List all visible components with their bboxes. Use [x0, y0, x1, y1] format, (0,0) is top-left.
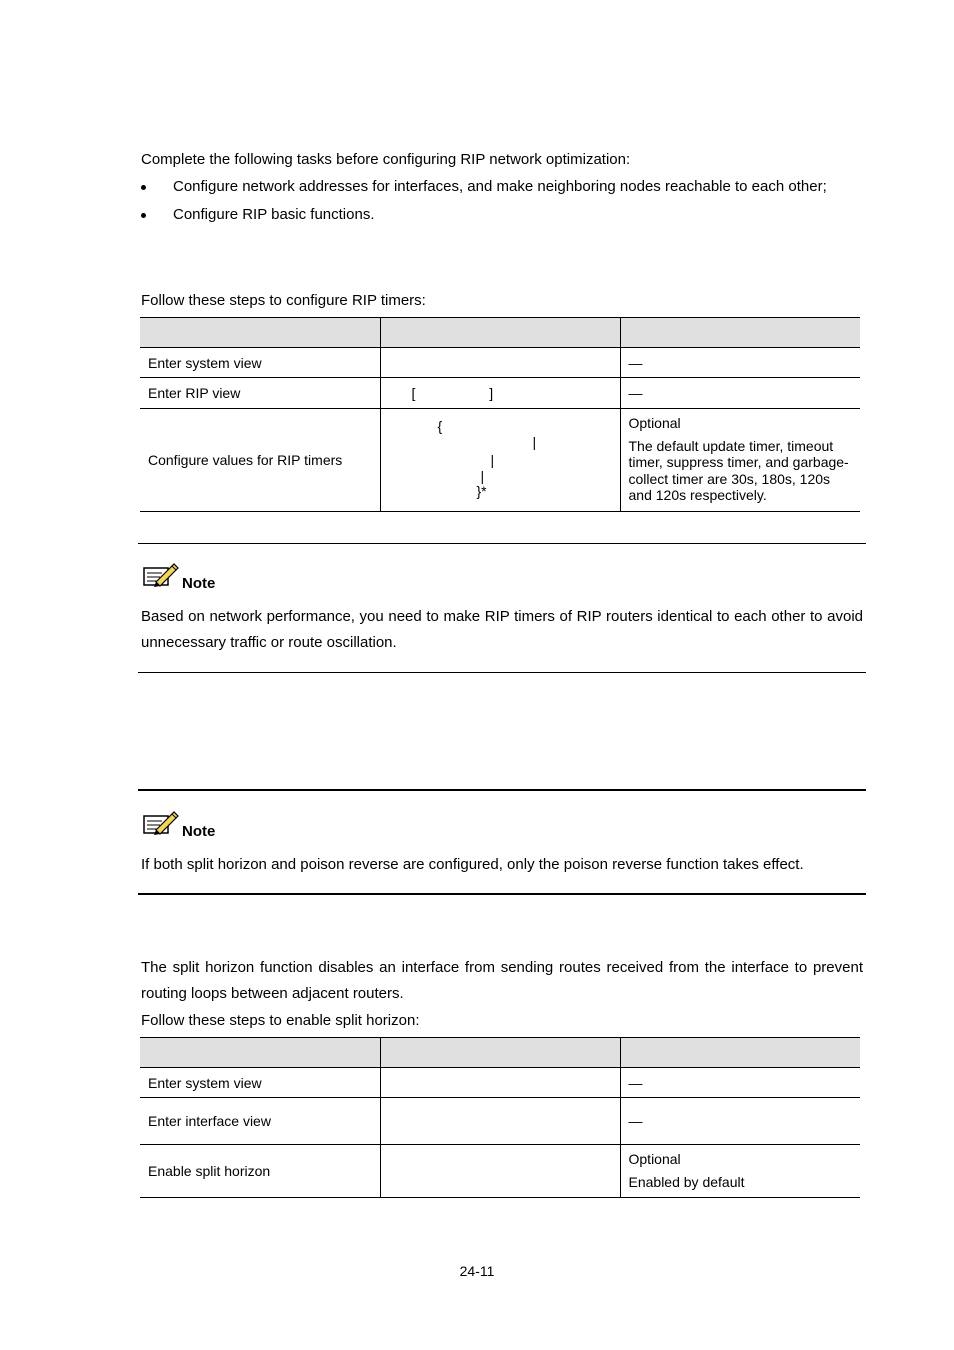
note-label: Note — [182, 823, 216, 840]
remarks-optional: Optional — [628, 1151, 681, 1167]
step-cell: Configure values for RIP timers — [140, 409, 380, 512]
step-cell: Enable split horizon — [140, 1145, 380, 1198]
command-token: { — [437, 418, 443, 434]
command-token: | — [480, 468, 485, 484]
header-cell-remarks — [620, 318, 860, 348]
note-bottom-rule — [138, 672, 866, 673]
table-row — [140, 348, 860, 378]
command-cell — [380, 348, 620, 378]
prereq-bullet: Configure network addresses for interfaces, and make neighboring nodes reachable to each other; — [173, 178, 827, 195]
note-bottom-rule — [138, 893, 866, 895]
table-row — [140, 1098, 860, 1145]
header-cell-command — [380, 1038, 620, 1068]
remarks-optional: Optional — [628, 415, 681, 431]
prereq-bullet: Configure RIP basic functions. — [173, 206, 375, 223]
step-cell: Enter system view — [140, 1068, 380, 1098]
note-top-rule — [138, 543, 866, 544]
note-text: If both split horizon and poison reverse are configured, only the poison reverse function takes effect. — [141, 856, 804, 873]
remarks-cell — [620, 409, 860, 512]
command-cell — [380, 409, 620, 512]
command-cell — [380, 1068, 620, 1098]
remarks-detail: Enabled by default — [628, 1174, 745, 1190]
step-cell: Enter interface view — [140, 1098, 380, 1145]
table-row — [140, 1068, 860, 1098]
table-row — [140, 378, 860, 409]
header-cell-step — [140, 1038, 380, 1068]
note-pencil-icon — [142, 560, 180, 588]
table-row — [140, 1145, 860, 1198]
remarks-cell: — — [620, 378, 860, 409]
split-horizon-intro: Follow these steps to enable split horizon: — [141, 1012, 420, 1029]
note-text: Based on network performance, you need to make RIP timers of RIP routers identical to each other to avoid unnecessary traffic or route oscillation. — [141, 608, 863, 651]
note-top-rule — [138, 789, 866, 791]
timers-table — [140, 317, 860, 512]
bullet-icon — [141, 213, 146, 218]
remarks-cell — [620, 1145, 860, 1198]
command-token: }* — [476, 483, 487, 499]
command-cell: [ ] — [380, 378, 620, 409]
note-label: Note — [182, 575, 216, 592]
timers-intro: Follow these steps to configure RIP timers: — [141, 292, 426, 309]
step-cell: Enter RIP view — [140, 378, 380, 409]
step-cell: Enter system view — [140, 348, 380, 378]
remarks-cell: — — [620, 1068, 860, 1098]
command-cell — [380, 1145, 620, 1198]
note-pencil-icon — [142, 808, 180, 836]
command-token: | — [490, 452, 495, 468]
header-cell-command — [380, 318, 620, 348]
command-token: | — [532, 434, 537, 450]
table-row — [140, 409, 860, 512]
split-horizon-table — [140, 1037, 860, 1198]
remarks-cell: — — [620, 1098, 860, 1145]
bullet-icon — [141, 185, 146, 190]
remarks-detail: The default update timer, timeout timer, suppress timer, and garbage-collect timer are 30s, 180s, 120s and 120s respectively. — [628, 437, 849, 503]
prereq-intro: Complete the following tasks before configuring RIP network optimization: — [141, 151, 631, 168]
table-header-row — [140, 1038, 860, 1068]
remarks-cell: — — [620, 348, 860, 378]
page-number: 24-11 — [459, 1263, 495, 1279]
split-horizon-description: The split horizon function disables an interface from sending routes received from the interface to prevent routing loops between adjacent routers. — [141, 959, 863, 1002]
header-cell-step — [140, 318, 380, 348]
header-cell-remarks — [620, 1038, 860, 1068]
command-cell — [380, 1098, 620, 1145]
table-header-row — [140, 318, 860, 348]
